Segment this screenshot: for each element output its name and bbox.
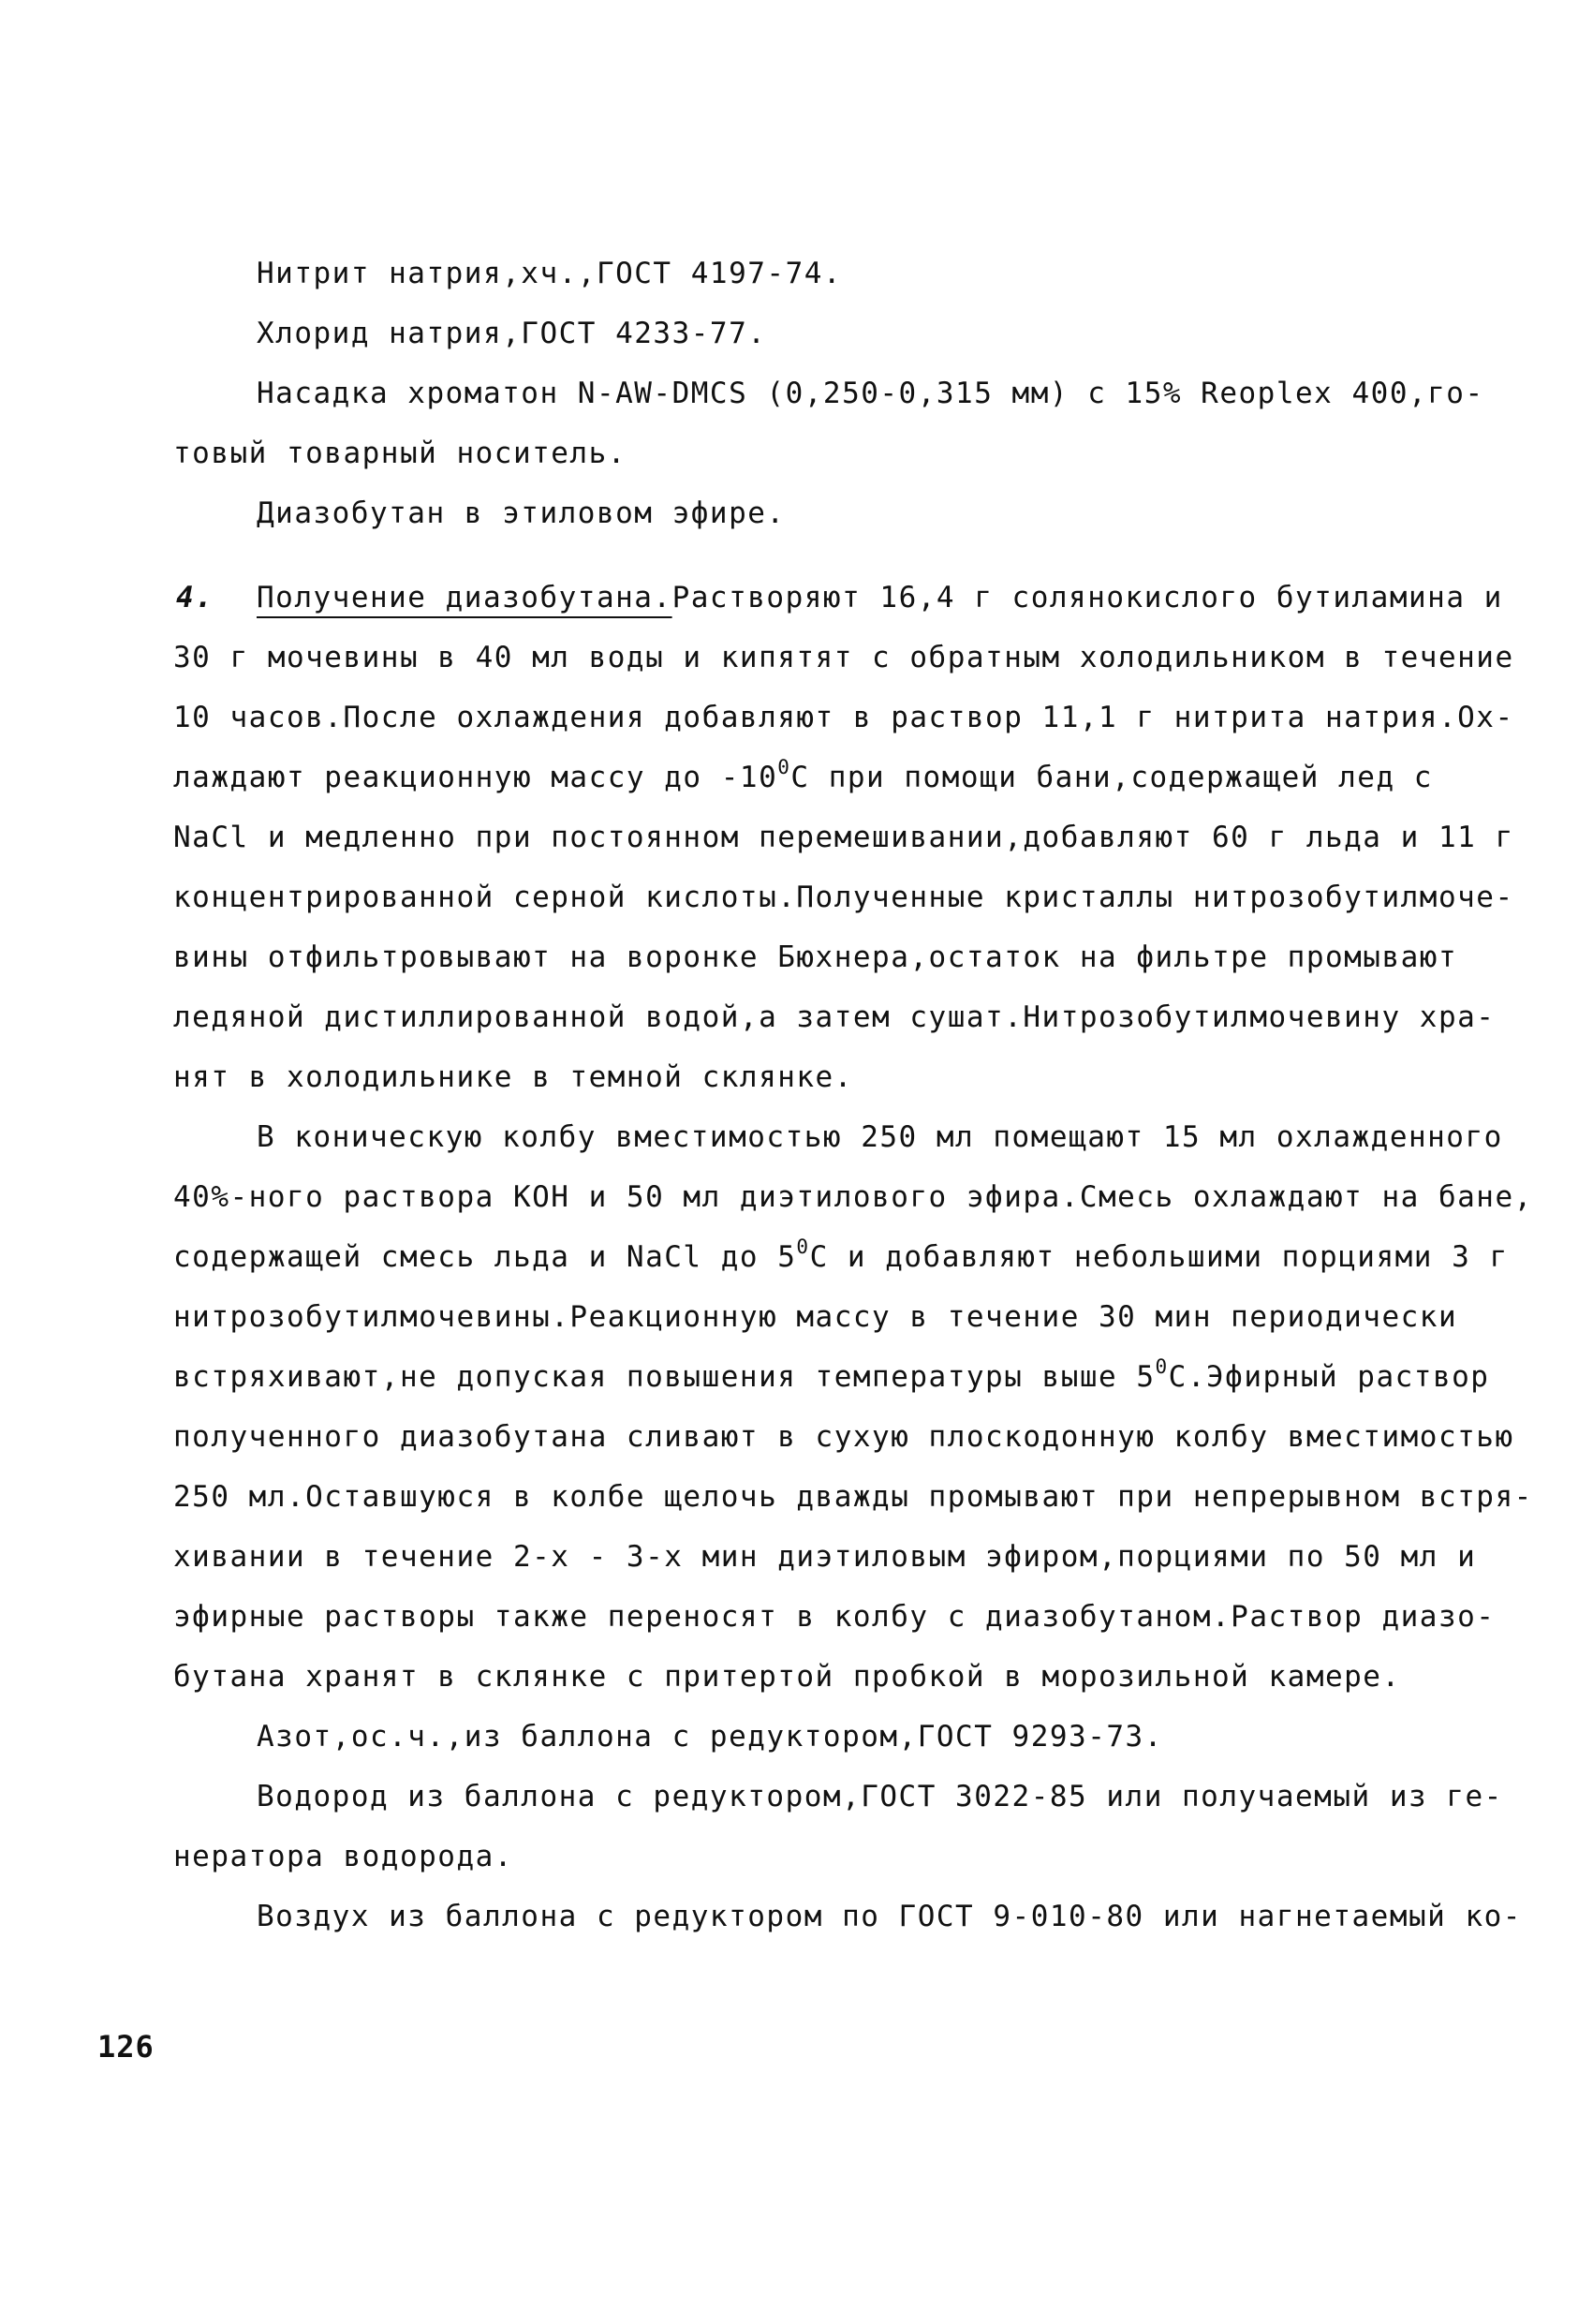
page-number: 126 (97, 2029, 155, 2065)
degree-superscript: 0 (1155, 1355, 1169, 1378)
para-2-line-8: хивании в течение 2-х - 3-х мин диэтиловым эфиром,порциями по 50 мл и (173, 1540, 1477, 1574)
section-4-line-2: 30 г мочевины в 40 мл воды и кипятят с обратным холодильником в течение (173, 641, 1514, 674)
para-2-line-7: 250 мл.Оставшуюся в колбе щелочь дважды промывают при непрерывном встря- (173, 1480, 1533, 1514)
para-2-line-2: 40%-ного раствора КОН и 50 мл диэтилового эфира.Смесь охлаждают на бане, (173, 1180, 1533, 1214)
section-4-line-8: ледяной дистиллированной водой,а затем сушат.Нитрозобутилмочевину хра- (173, 1000, 1496, 1034)
section-4-line-1-rest: Растворяют 16,4 г солянокислого бутиламина и (671, 581, 1503, 614)
section-4-line-9: нят в холодильнике в темной склянке. (173, 1060, 853, 1094)
para-2-line-9: эфирные растворы также переносят в колбу с диазобутаном.Раствор диазо- (173, 1600, 1496, 1634)
line-4-text-after: С при помощи бани,содержащей лед с (790, 761, 1433, 794)
para-2-line-4: нитрозобутилмочевины.Реакционную массу в течение 30 мин периодически (173, 1300, 1458, 1334)
section-4-first-line (176, 579, 1503, 616)
section-4-line-3: 10 часов.После охлаждения добавляют в раствор 11,1 г нитрита натрия.Ох- (173, 701, 1514, 734)
gas-nitrogen: Азот,ос.ч.,из баллона с редуктором,ГОСТ 9293-73. (257, 1720, 1163, 1754)
gas-hydrogen-line-2: нератора водорода. (173, 1840, 513, 1873)
gas-hydrogen-line-1: Водород из баллона с редуктором,ГОСТ 3022-85 или получаемый из ге- (257, 1780, 1503, 1813)
para-2-line-5 (173, 1355, 1490, 1399)
para-2-line-1: В коническую колбу вместимостью 250 мл помещают 15 мл охлажденного (257, 1120, 1503, 1154)
material-sodium-chloride: Хлорид натрия,ГОСТ 4233-77. (257, 317, 767, 350)
degree-superscript: 0 (796, 1236, 810, 1258)
para-2-line-6: полученного диазобутана сливают в сухую плоскодонную колбу вместимостью (173, 1420, 1514, 1454)
para-2-line-5-before: встряхивают,не допуская повышения температуры выше 5 (173, 1360, 1156, 1394)
section-number: 4. (176, 581, 214, 614)
material-sodium-nitrite: Нитрит натрия,хч.,ГОСТ 4197-74. (257, 257, 843, 290)
section-4-line-5: NaCl и медленно при постоянном перемешивании,добавляют 60 г льда и 11 г (173, 821, 1514, 854)
section-4-line-4 (173, 756, 1433, 799)
para-2-line-5-after: С.Эфирный раствор (1168, 1360, 1490, 1394)
para-2-line-3 (173, 1238, 1509, 1279)
para-2-line-3-before: содержащей смесь льда и NaCl до 5 (173, 1240, 797, 1274)
degree-superscript: 0 (777, 756, 791, 778)
para-2-line-3-after: С и добавляют небольшими порциями 3 г (809, 1240, 1509, 1274)
section-4-line-6: концентрированной серной кислоты.Полученные кристаллы нитрозобутилмоче- (173, 881, 1514, 914)
gas-air: Воздух из баллона с редуктором по ГОСТ 9-010-80 или нагнетаемый ко- (257, 1900, 1522, 1933)
para-2-line-10: бутана хранят в склянке с притертой пробкой в морозильной камере. (173, 1660, 1401, 1694)
diazobutane-reagent: Диазобутан в этиловом эфире. (257, 496, 786, 530)
packing-line-2: товый товарный носитель. (173, 437, 627, 470)
section-4-line-7: вины отфильтровывают на воронке Бюхнера,остаток на фильтре промывают (173, 940, 1458, 974)
section-title: Получение диазобутана. (257, 581, 672, 614)
packing-line-1: Насадка хроматон N-AW-DMCS (0,250-0,315 мм) с 15% Reoplex 400,го- (257, 377, 1484, 410)
line-4-text-before: лаждают реакционную массу до -10 (173, 761, 778, 794)
